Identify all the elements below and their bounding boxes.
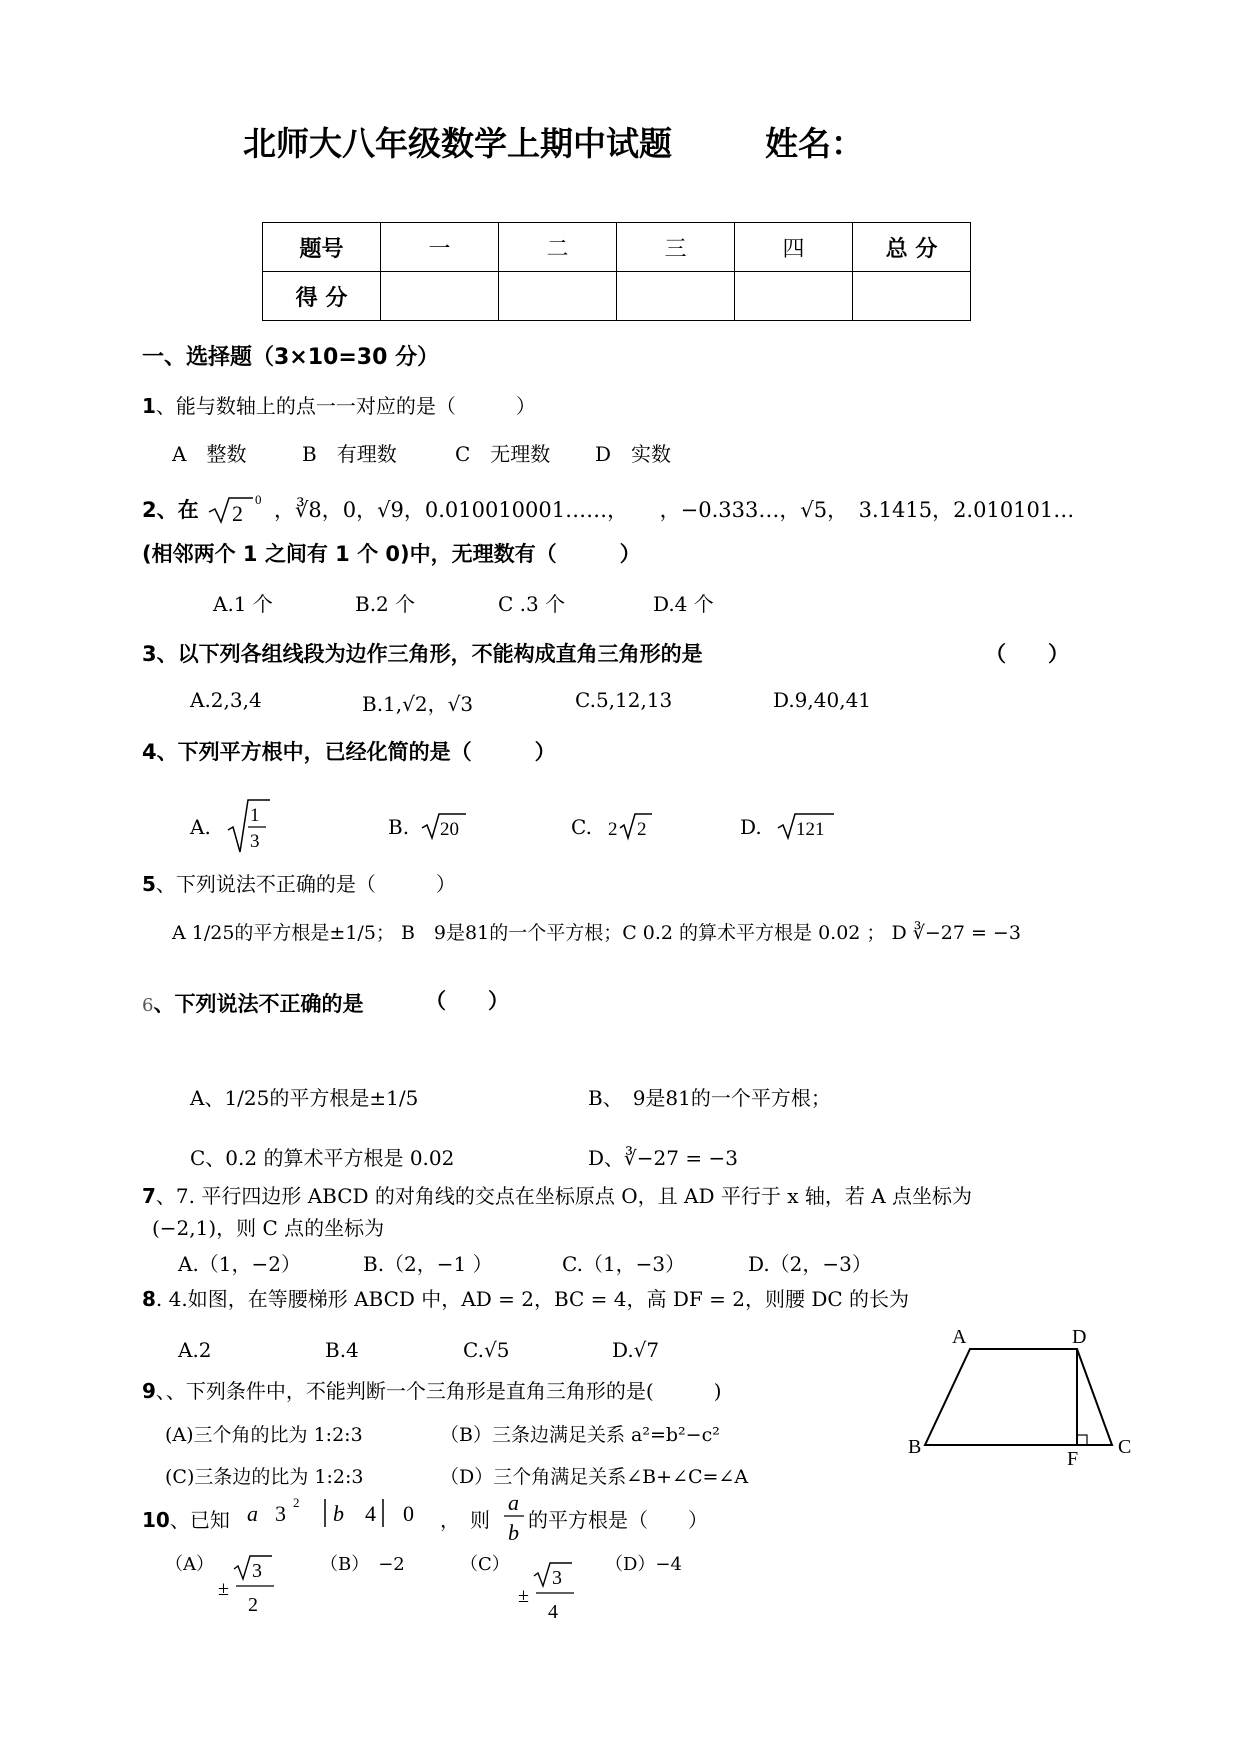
question-number: 3 [142,642,157,666]
option-d: D.4 个 [653,592,714,616]
option-b: （B）三条边满足关系 a²=b²−c² [440,1424,720,1446]
question-text: 、已知 [169,1508,230,1532]
trapezoid-figure [900,1325,1140,1470]
svg-text:±: ± [218,1578,229,1600]
figure-label: D [1072,1326,1087,1348]
option-b: B. [388,815,410,839]
score-table-score-row [263,272,971,321]
question-2 [142,492,1074,526]
option-d: D.（2，−3） [748,1252,872,1276]
option-c: C. [571,815,592,839]
svg-text:3: 3 [552,1567,562,1589]
plus-minus-sqrt3-over-2-icon [218,1553,282,1619]
option-a: A.2,3,4 [190,688,262,712]
option-d: D.9,40,41 [773,688,872,712]
option-a: (A)三个角的比为 1:2:3 [165,1424,363,1446]
svg-text:2: 2 [608,819,618,840]
question-number: 10 [142,1508,170,1532]
svg-text:4: 4 [365,1501,376,1526]
option-a: A.（1，−2） [178,1252,302,1276]
svg-text:4: 4 [548,1601,558,1623]
svg-text:1: 1 [250,805,260,826]
option-a: A、1/25的平方根是±1/5 [190,1086,419,1110]
option-c: C 无理数 [455,442,551,466]
question-3 [142,638,703,668]
table-cell: 一 [381,223,499,272]
svg-text:b: b [508,1520,519,1545]
option-b: B 有理数 [302,442,397,466]
figure-label: C [1118,1436,1132,1458]
a-over-b-fraction-icon [500,1488,530,1546]
question-number: 8 [142,1287,156,1311]
question-text: 、下列平方根中，已经化简的是（ ） [156,740,556,764]
svg-text:121: 121 [796,819,825,840]
question-text: 、以下列各组线段为边作三角形，不能构成直角三角形的是 [156,642,703,666]
svg-text:20: 20 [440,819,459,840]
svg-text:±: ± [518,1585,529,1607]
option-b: B.（2，−1 ） [363,1252,493,1276]
question-9 [142,1375,722,1404]
svg-text:3: 3 [252,1560,262,1582]
score-input-cell[interactable] [381,272,499,321]
question-text: 、在 [156,498,199,522]
option-d: D.√7 [612,1338,660,1362]
option-d: D. [740,815,762,839]
option-a: （A） [165,1554,214,1575]
sqrt2-symbol-icon [205,492,267,526]
svg-text:a: a [508,1490,519,1515]
option-a: A 整数 [172,442,247,466]
question-text: 、、下列条件中，不能判断一个三角形是直角三角形的是( ) [155,1379,722,1403]
option-b: B.4 [325,1338,359,1362]
table-cell: 得 分 [263,272,381,321]
table-cell: 四 [735,223,853,272]
option-d: （D）−4 [605,1554,682,1575]
answer-paren: （ ） [425,989,509,1013]
question-5 [142,868,456,897]
table-cell: 二 [499,223,617,272]
question-number: 6 [142,995,154,1016]
svg-text:3: 3 [250,831,260,852]
question-6 [142,988,363,1018]
question-8 [142,1283,909,1312]
question-7 [142,1180,972,1209]
name-label: 姓名： [765,124,864,163]
sqrt-20-icon [420,810,470,842]
option-d: （D）三个角满足关系∠B+∠C=∠A [440,1466,749,1488]
figure-label: B [908,1436,922,1458]
question-7-continued: (−2,1)，则 C 点的坐标为 [152,1216,385,1240]
sqrt-one-third-icon [226,796,272,856]
question-2-continued: (相邻两个 1 之间有 1 个 0)中，无理数有（ ） [142,542,641,566]
score-table [262,222,971,321]
svg-text:2: 2 [637,819,647,840]
question-text: 、7. 平行四边形 ABCD 的对角线的交点在坐标原点 O，且 AD 平行于 x 轴，若 A 点坐标为 [155,1184,973,1208]
question-number: 7 [142,1184,156,1208]
svg-text:0: 0 [255,492,262,507]
option-c: C .3 个 [498,592,566,616]
score-input-cell[interactable] [617,272,735,321]
question-text: ， 则 [440,1508,490,1532]
table-cell: 三 [617,223,735,272]
condition-expression-icon [245,1493,435,1537]
question-text: 的平方根是（ ） [528,1508,708,1532]
svg-text:0: 0 [403,1501,414,1526]
option-c: C.（1，−3） [562,1252,686,1276]
svg-text:2: 2 [248,1594,258,1616]
option-a: A. [190,815,211,839]
option-c: (C)三条边的比为 1:2:3 [165,1466,364,1488]
option-a: A.2 [178,1338,212,1362]
question-text: 、能与数轴上的点一一对应的是（ ） [155,394,536,418]
option-d: D、∛−27 = −3 [588,1146,738,1170]
figure-label: A [952,1326,967,1348]
question-1 [142,390,536,419]
option-c: （C） [460,1554,510,1575]
score-input-cell[interactable] [853,272,971,321]
option-b: B.1,√2，√3 [362,692,474,716]
question-number: 9 [142,1379,156,1403]
question-4 [142,736,556,766]
table-cell: 题号 [263,223,381,272]
two-sqrt2-icon [608,810,658,842]
table-cell: 总 分 [853,223,971,272]
svg-text:3: 3 [275,1501,286,1526]
sqrt-121-icon [776,810,836,842]
section-title: 一、选择题（3×10=30 分） [142,345,440,370]
option-b: （B） −2 [320,1554,405,1575]
question-text: 、下列说法不正确的是 [153,992,364,1016]
svg-text:a: a [247,1501,258,1526]
option-d: D 实数 [595,442,672,466]
svg-text:b: b [333,1501,344,1526]
question-10 [142,1504,230,1533]
question-text: 、下列说法不正确的是（ ） [155,872,456,896]
question-number: 2 [142,498,157,522]
option-c: C、0.2 的算术平方根是 0.02 [190,1146,455,1170]
option-c: C.√5 [463,1338,510,1362]
option-c: C.5,12,13 [575,688,673,712]
plus-minus-sqrt3-over-4-icon [518,1560,582,1626]
option-a: A.1 个 [213,592,273,616]
answer-paren: （ ） [985,642,1069,666]
score-table-header-row [263,223,971,272]
figure-label: F [1067,1448,1079,1470]
score-input-cell[interactable] [499,272,617,321]
option-b: B、 9是81的一个平方根； [588,1086,831,1110]
option-b: B.2 个 [355,592,416,616]
svg-text:2: 2 [293,1495,300,1510]
question-number: 1 [142,394,156,418]
question-5-options: A 1/25的平方根是±1/5； B 9是81的一个平方根；C 0.2 的算术平方根是 0.02 ； D ∛−27 = −3 [172,922,1021,944]
question-number: 5 [142,872,156,896]
question-text: . 4.如图，在等腰梯形 ABCD 中，AD = 2，BC = 4，高 DF = 2，则腰 DC 的长为 [155,1287,910,1311]
svg-text:2: 2 [232,501,244,526]
score-input-cell[interactable] [735,272,853,321]
exam-title: 北师大八年级数学上期中试题 [243,124,672,163]
question-number: 4 [142,740,157,764]
question-text: ，∛8，0，√9，0.010010001……， ，−0.333…，√5， 3.1415，2.010101… [274,498,1075,522]
